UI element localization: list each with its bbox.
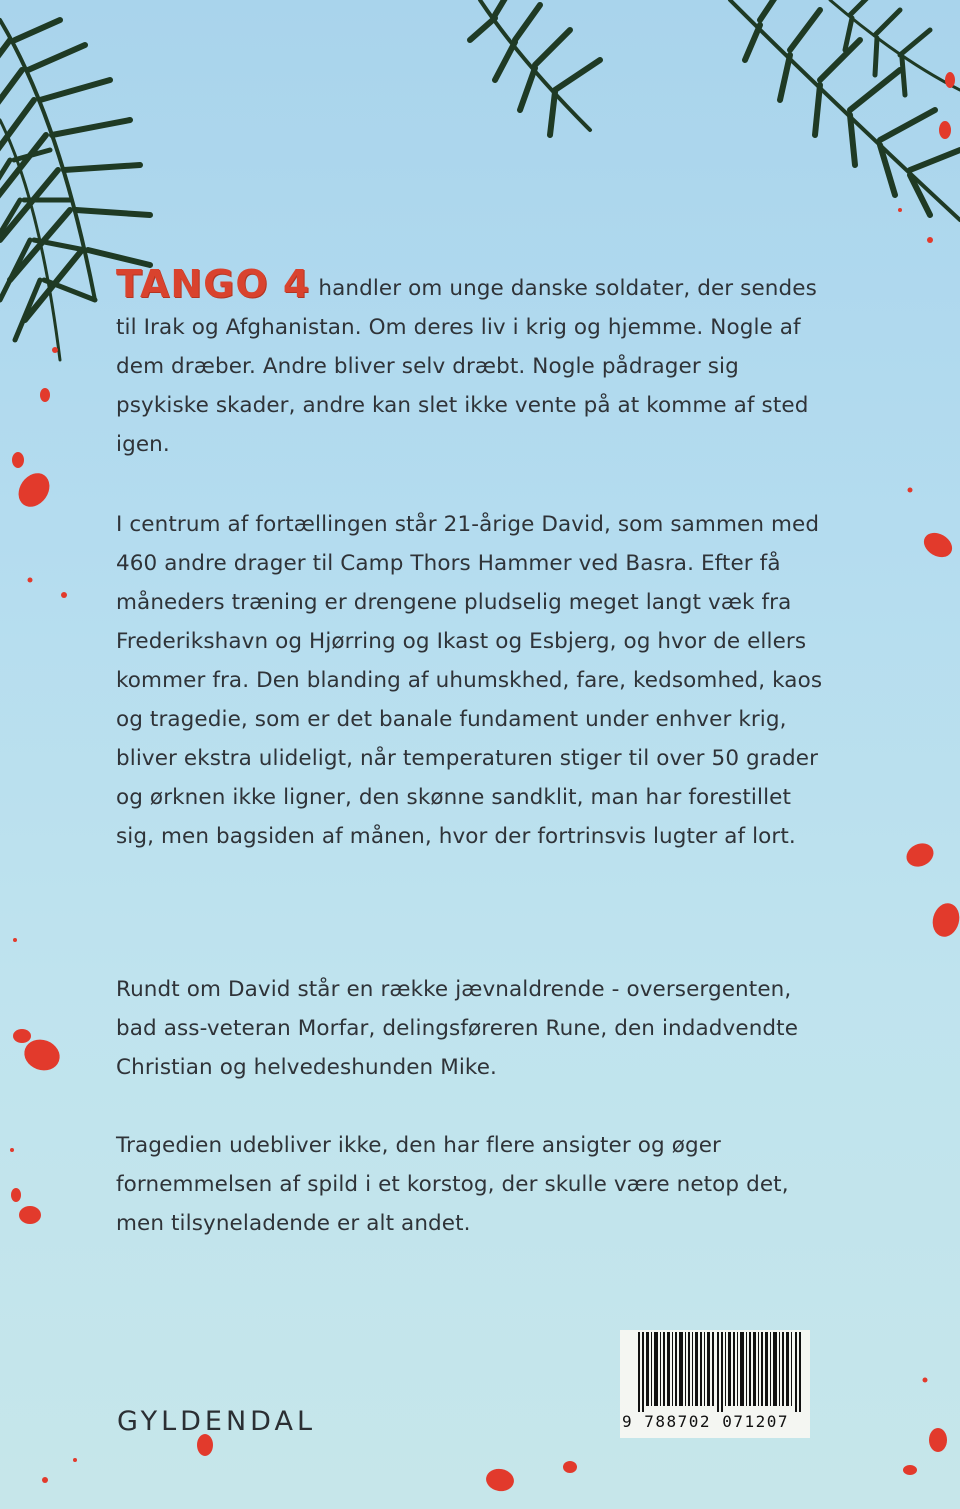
publisher-logo: GYLDENDAL (117, 1406, 316, 1437)
intro-paragraph-text: handler om unge danske soldater, der sendes til Irak og Afghanistan. Om deres liv i krig og hjemme. Nogle af dem dræber. Andre bliver selv dræbt. Nogle pådrager sig psykiske skader, andre kan slet ikke vente på at komme af sted igen. (116, 276, 817, 457)
isbn-number: 9 788702 071207 (622, 1412, 789, 1431)
barcode-icon (636, 1332, 806, 1412)
intro-paragraph (116, 262, 826, 464)
characters-paragraph: Rundt om David står en række jævnaldrende - oversergenten, bad ass-veteran Morfar, delingsføreren Rune, den indadvendte Christian og helvedeshunden Mike. (116, 977, 799, 1080)
book-title: TANGO 4 (116, 262, 311, 306)
story-paragraph: I centrum af fortællingen står 21-årige David, som sammen med 460 andre drager til Camp Thors Hammer ved Basra. Efter få måneders træning er drengene pludselig meget langt væk fra Frederikshavn og Hjørring og Ikast og Esbjerg, og hvor de ellers kommer fra. Den blanding af uhumskhed, fare, kedsomhed, kaos og tragedie, som er det banale fundament under enhver krig, bliver ekstra ulideligt, når temperaturen stiger til over 50 grader og ørknen ikke ligner, den skønne sandklit, man har forestillet sig, men bagsiden af månen, hvor der fortrinsvis lugter af lort. (116, 512, 823, 849)
closing-paragraph: Tragedien udebliver ikke, den har flere ansigter og øger fornemmelsen af spild i et korstog, der skulle være netop det, men tilsyneladende er alt andet. (116, 1133, 789, 1236)
isbn-barcode (620, 1330, 810, 1438)
